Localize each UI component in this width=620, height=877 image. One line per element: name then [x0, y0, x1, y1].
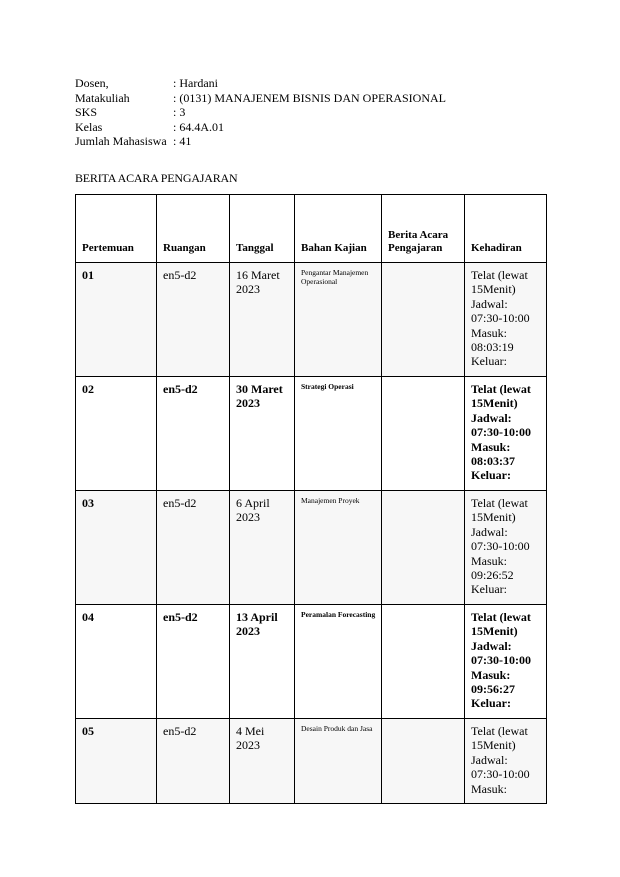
info-label: SKS [75, 105, 98, 120]
cell-bahan-kajian: Manajemen Proyek [295, 491, 382, 605]
cell-berita-acara [382, 605, 465, 719]
cell-ruangan: en5-d2 [157, 491, 230, 605]
table-row [76, 263, 547, 377]
table-row [76, 491, 547, 605]
header-kehadiran: Kehadiran [465, 195, 547, 263]
cell-kehadiran: Telat (lewat 15Menit) Jadwal: 07:30-10:00 Masuk: [465, 719, 547, 804]
header-berita-acara: Berita Acara Pengajaran [382, 195, 465, 263]
info-label: Dosen, [75, 76, 109, 90]
cell-pertemuan: 01 [76, 263, 157, 377]
cell-kehadiran: Telat (lewat 15Menit) Jadwal: 07:30-10:00 Masuk: 09:26:52 Keluar: [465, 491, 547, 605]
header-tanggal: Tanggal [230, 195, 295, 263]
info-value: : 64.4A.01 [173, 119, 224, 134]
header-ruangan: Ruangan [157, 195, 230, 263]
info-value: : (0131) MANAJENEM BISNIS DAN OPERASIONAL [173, 90, 447, 105]
cell-pertemuan: 02 [76, 377, 157, 491]
cell-ruangan: en5-d2 [157, 719, 230, 804]
table-row [76, 719, 547, 804]
header-pertemuan: Pertemuan [76, 195, 157, 263]
course-info [75, 76, 446, 149]
cell-ruangan: en5-d2 [157, 377, 230, 491]
cell-pertemuan: 04 [76, 605, 157, 719]
cell-pertemuan: 03 [76, 491, 157, 605]
table-header-row [76, 195, 547, 263]
cell-ruangan: en5-d2 [157, 263, 230, 377]
cell-kehadiran: Telat (lewat 15Menit) Jadwal: 07:30-10:00 Masuk: 08:03:19 Keluar: [465, 263, 547, 377]
cell-pertemuan: 05 [76, 719, 157, 804]
cell-bahan-kajian: Pengantar Manajemen Operasional [295, 263, 382, 377]
table-row [76, 377, 547, 491]
cell-bahan-kajian: Peramalan Forecasting [295, 605, 382, 719]
info-value: : 41 [173, 134, 192, 149]
cell-tanggal: 16 Maret 2023 [230, 263, 295, 377]
cell-tanggal: 13 April 2023 [230, 605, 295, 719]
info-label: Kelas [75, 119, 103, 134]
cell-kehadiran: Telat (lewat 15Menit) Jadwal: 07:30-10:00 Masuk: 09:56:27 Keluar: [465, 605, 547, 719]
info-label: Matakuliah [75, 90, 130, 105]
cell-bahan-kajian: Strategi Operasi [295, 377, 382, 491]
info-value: : 3 [173, 105, 186, 120]
cell-berita-acara [382, 263, 465, 377]
info-row-jumlah-mahasiswa [75, 134, 446, 149]
cell-kehadiran: Telat (lewat 15Menit) Jadwal: 07:30-10:00 Masuk: 08:03:37 Keluar: [465, 377, 547, 491]
info-label: Jumlah Mahasiswa [75, 134, 167, 149]
info-row-kelas [75, 120, 446, 135]
cell-tanggal: 4 Mei 2023 [230, 719, 295, 804]
cell-berita-acara [382, 719, 465, 804]
info-row-matakuliah [75, 91, 446, 106]
cell-tanggal: 30 Maret 2023 [230, 377, 295, 491]
cell-berita-acara [382, 377, 465, 491]
info-row-sks [75, 105, 446, 120]
table-row [76, 605, 547, 719]
cell-berita-acara [382, 491, 465, 605]
cell-bahan-kajian: Desain Produk dan Jasa [295, 719, 382, 804]
info-row-dosen [75, 76, 446, 91]
teaching-report-table [75, 194, 547, 804]
section-title: BERITA ACARA PENGAJARAN [75, 171, 238, 185]
cell-tanggal: 6 April 2023 [230, 491, 295, 605]
cell-ruangan: en5-d2 [157, 605, 230, 719]
header-bahan-kajian: Bahan Kajian [295, 195, 382, 263]
info-value: : Hardani [173, 76, 218, 90]
